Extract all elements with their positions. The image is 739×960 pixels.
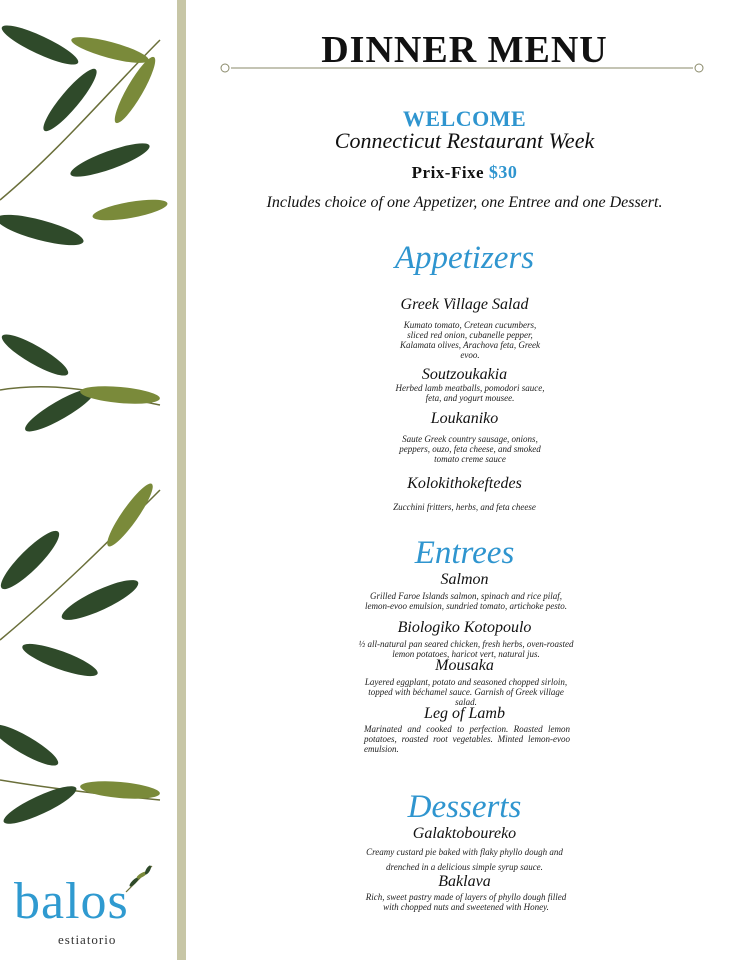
prix-fixe-label: Prix-Fixe	[411, 163, 485, 182]
prix-fixe-line	[190, 162, 739, 183]
appetizers-heading: Appetizers	[394, 240, 535, 276]
dish-name: Mousaka	[435, 657, 494, 674]
dish-description: Herbed lamb meatballs, pomodori sauce, feta, and yogurt mousee.	[395, 383, 545, 403]
title-word-dinner: DINNER	[321, 29, 478, 71]
welcome-heading: WELCOME	[402, 106, 527, 131]
decorative-sidebar	[0, 0, 176, 960]
olive-leaves-illustration	[0, 0, 176, 870]
dish-description: Marinated and cooked to perfection. Roasted lemon potatoes, roasted root vegetables. Minted lemon-evoo emulsion.	[364, 724, 570, 754]
dish-description-line: drenched in a delicious simple syrup sauce.	[386, 862, 543, 872]
logo-subtitle: estiatorio	[58, 932, 117, 947]
dish-description: Grilled Faroe Islands salmon, spinach and rice pilaf, lemon-evoo emulsion, sundried tomato, artichoke pesto.	[365, 591, 567, 611]
desserts-heading: Desserts	[407, 789, 522, 825]
dish-name: Kolokithokeftedes	[407, 475, 522, 492]
vertical-divider-bar	[177, 0, 186, 960]
prix-fixe-price: $30	[488, 162, 518, 182]
dish-description: Zucchini fritters, herbs, and feta cheese	[393, 502, 536, 512]
dish-name: Galaktoboureko	[412, 825, 517, 842]
dish-description: Rich, sweet pastry made of layers of phyllo dough filled with chopped nuts and sweetened with Honey.	[365, 892, 567, 912]
includes-note: Includes choice of one Appetizer, one Entree and one Dessert.	[266, 194, 663, 211]
title-word-menu: MENU	[487, 29, 608, 71]
dish-description: ½ all-natural pan seared chicken, fresh herbs, oven-roasted lemon potatoes, haricot vert, natural jus.	[358, 639, 574, 659]
logo-wordmark: balos	[14, 873, 129, 930]
dish-description-line: Creamy custard pie baked with flaky phyllo dough and	[366, 847, 563, 857]
dish-description: Kumato tomato, Cretean cucumbers, sliced red onion, cubanelle pepper, Kalamata olives, Arachova feta, Greek evoo.	[400, 320, 540, 360]
title-ornament-rule	[217, 58, 707, 78]
dish-name: Baklava	[438, 873, 491, 890]
balos-logo	[14, 864, 164, 954]
dish-name: Loukaniko	[430, 410, 499, 427]
dish-name: Biologiko Kotopoulo	[397, 619, 532, 636]
dish-description: Layered eggplant, potato and seasoned chopped sirloin, topped with béchamel sauce. Garnish of Greek village salad.	[364, 677, 568, 707]
dish-name: Salmon	[440, 571, 489, 588]
dish-name: Soutzoukakia	[421, 366, 508, 383]
entrees-heading: Entrees	[414, 535, 515, 571]
menu-content	[190, 0, 739, 960]
dish-name: Greek Village Salad	[400, 296, 529, 313]
dish-description: Saute Greek country sausage, onions, peppers, ouzo, feta cheese, and smoked tomato creme sauce	[399, 434, 541, 464]
event-name: Connecticut Restaurant Week	[334, 128, 595, 153]
dish-name: Leg of Lamb	[424, 705, 505, 722]
